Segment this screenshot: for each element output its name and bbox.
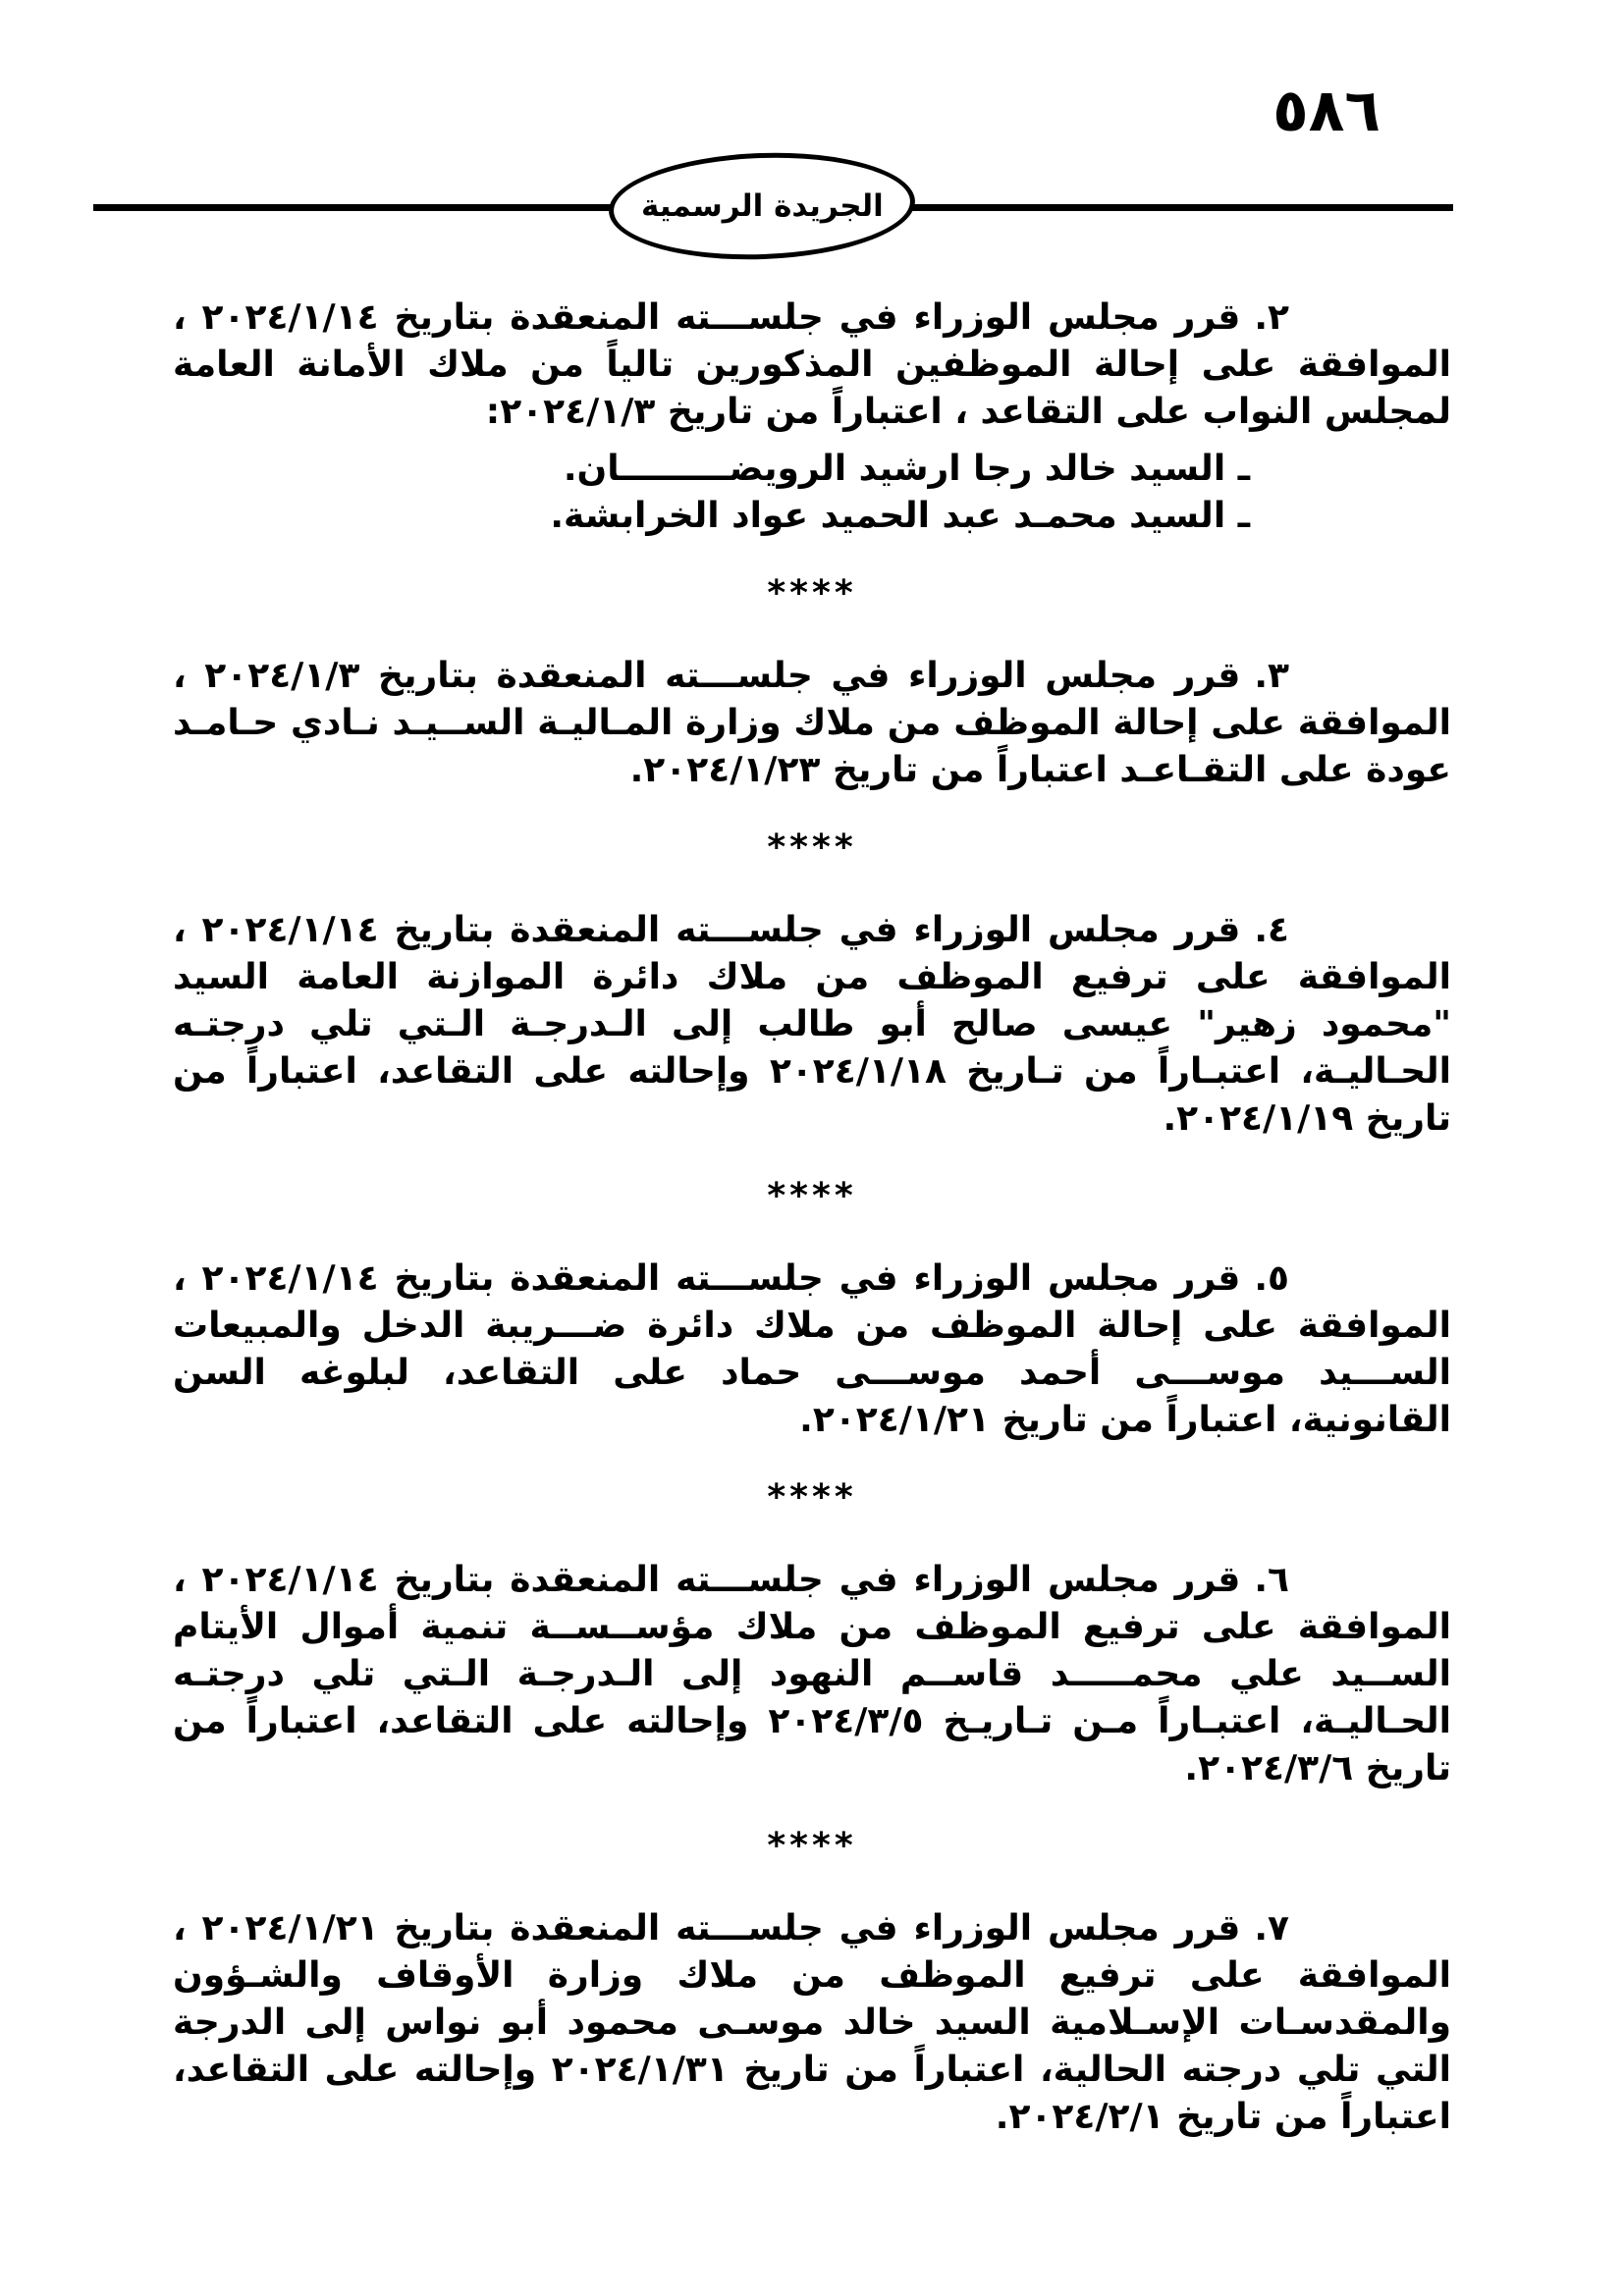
item-number: ٥. [1254, 1258, 1289, 1299]
decision-item-7 [173, 1905, 1451, 2141]
item-text: قرر مجلس الوزراء في جلســـته المنعقدة بتاريخ ٢٠٢٤/١/١٤ ، الموافقة على ترفيع الموظف من ملاك دائرة الموازنة العامة السيد "محمود زهير" عيسى صالح أبو طالب إلى الـدرجـة الـتي تلي درجتـه الحـاليـة، اعتبـاراً من تـاريخ ٢٠٢٤/١/١٨ وإحالته على التقاعد، اعتباراً من تاريخ ٢٠٢٤/١/١٩. [173, 910, 1451, 1139]
item-text: قرر مجلس الوزراء في جلســـته المنعقدة بتاريخ ٢٠٢٤/١/١٤ ، الموافقة على إحالة الموظف من ملاك دائرة ضـــريبة الدخل والمبيعات الســـيد موســـى أحمد موســـى حماد على التقاعد، لبلوغه السن القانونية، اعتباراً من تاريخ ٢٠٢٤/١/٢١. [173, 1258, 1451, 1440]
item-number: ٢. [1254, 297, 1289, 338]
retiree-name: ـ السيد محمـد عبد الحميد عواد الخرابشة. [550, 496, 1250, 536]
gazette-title: الجريدة الرسمية [640, 188, 884, 224]
retiree-names-list [173, 446, 1451, 540]
item-number: ٦. [1254, 1560, 1289, 1600]
decision-item-5 [173, 1255, 1451, 1444]
decision-item-6 [173, 1557, 1451, 1792]
item-text: قرر مجلس الوزراء في جلســـته المنعقدة بتاريخ ٢٠٢٤/١/٣ ، الموافقة على إحالة الموظف من ملاك وزارة المـاليـة الســيـد نـادي حـامـد عودة على التقـاعـد اعتباراً من تاريخ ٢٠٢٤/١/٢٣. [173, 656, 1451, 790]
decisions-list [173, 294, 1451, 2141]
section-separator: **** [767, 1826, 857, 1866]
gazette-title-seal [607, 148, 917, 265]
decision-item-3 [173, 653, 1451, 794]
item-number: ٧. [1254, 1908, 1289, 1949]
section-separator: **** [767, 828, 857, 868]
retiree-name: ـ السيد خالد رجا ارشيد الرويضـــــــــان. [563, 449, 1250, 489]
item-number: ٣. [1254, 656, 1289, 696]
page-number: ٥٨٦ [1272, 77, 1380, 145]
decision-item-4 [173, 907, 1451, 1143]
decision-item-2 [173, 294, 1451, 436]
section-separator: **** [767, 1176, 857, 1216]
section-separator: **** [767, 573, 857, 614]
item-text: قرر مجلس الوزراء في جلســـته المنعقدة بتاريخ ٢٠٢٤/١/٢١ ، الموافقة على ترفيع الموظف من ملاك وزارة الأوقاف والشـؤون والمقدسـات الإسـلامية السيد خالد موسـى محمود أبو نواس إلى الدرجة التي تلي درجته الحالية، اعتباراً من تاريخ ٢٠٢٤/١/٣١ وإحالته على التقاعد، اعتباراً من تاريخ ٢٠٢٤/٢/١. [173, 1908, 1452, 2137]
item-text: قرر مجلس الوزراء في جلســـته المنعقدة بتاريخ ٢٠٢٤/١/١٤ ، الموافقة على إحالة الموظفين المذكورين تالياً من ملاك الأمانة العامة لمجلس النواب على التقاعد ، اعتباراً من تاريخ ٢٠٢٤/١/٣: [173, 297, 1451, 432]
section-separator: **** [767, 1477, 857, 1518]
item-text: قرر مجلس الوزراء في جلســـته المنعقدة بتاريخ ٢٠٢٤/١/١٤ ، الموافقة على ترفيع الموظف من ملاك مؤســســة تنمية أموال الأيتام الســيد علي محمـــــد قاســم النهود إلى الـدرجـة الـتي تلي درجتـه الحـاليـة، اعتبـاراً مـن تـاريـخ ٢٠٢٤/٣/٥ وإحالته على التقاعد، اعتباراً من تاريخ ٢٠٢٤/٣/٦. [173, 1560, 1451, 1789]
item-number: ٤. [1254, 910, 1289, 950]
